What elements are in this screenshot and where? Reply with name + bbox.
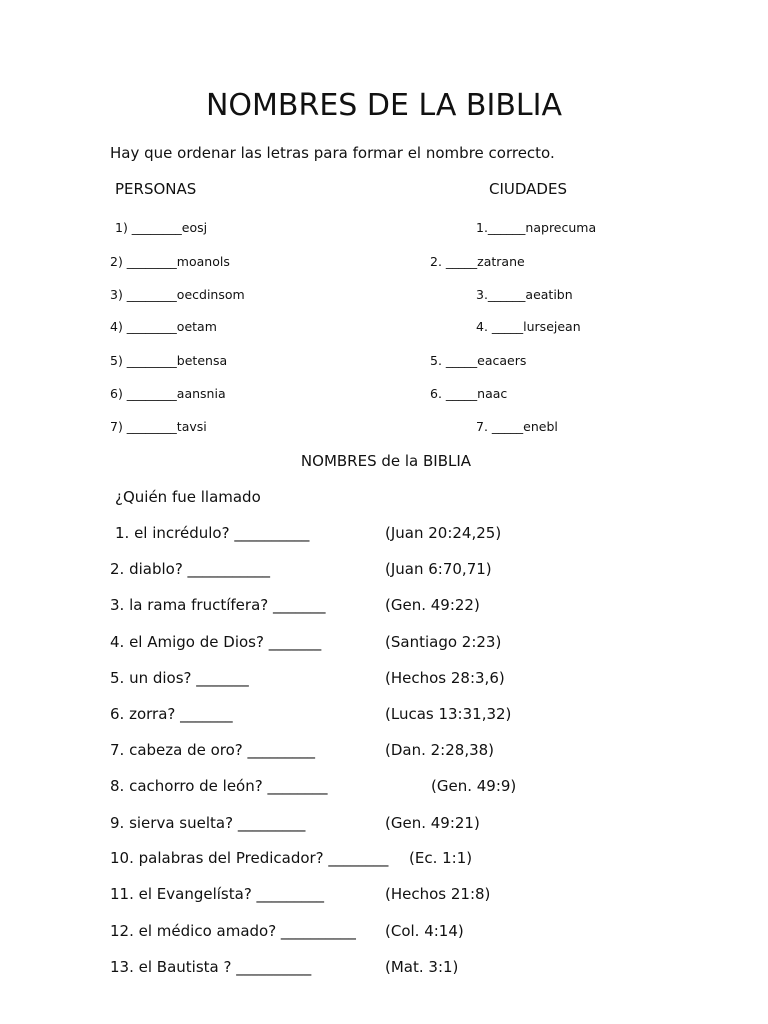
question-reference: (Mat. 3:1) <box>385 958 459 976</box>
question-reference: (Lucas 13:31,32) <box>385 705 512 723</box>
ciudad-item: 4. _____lursejean <box>476 319 581 334</box>
question-text: 3. la rama fructífera? _______ <box>110 596 326 614</box>
question-text: 9. sierva suelta? _________ <box>110 814 306 832</box>
personas-heading: PERSONAS <box>115 180 197 198</box>
ciudad-item: 2. _____zatrane <box>430 254 525 269</box>
ciudad-item: 7. _____enebl <box>476 419 558 434</box>
question-reference: (Gen. 49:22) <box>385 596 480 614</box>
question-prompt: ¿Quién fue llamado <box>115 488 261 506</box>
question-text: 6. zorra? _______ <box>110 705 233 723</box>
instructions-text: Hay que ordenar las letras para formar el nombre correcto. <box>110 144 555 162</box>
question-reference: (Hechos 28:3,6) <box>385 669 505 687</box>
persona-item: 7) ________tavsi <box>110 419 207 434</box>
ciudad-item: 3.______aeatibn <box>476 287 573 302</box>
ciudad-item: 6. _____naac <box>430 386 508 401</box>
question-text: 7. cabeza de oro? _________ <box>110 741 316 759</box>
section-title: NOMBRES de la BIBLIA <box>300 452 472 470</box>
persona-item: 3) ________oecdinsom <box>110 287 245 302</box>
persona-item: 5) ________betensa <box>110 353 228 368</box>
question-reference: (Juan 6:70,71) <box>385 560 492 578</box>
question-text: 8. cachorro de león? ________ <box>110 777 328 795</box>
question-reference: (Juan 20:24,25) <box>385 524 502 542</box>
question-text: 2. diablo? ___________ <box>110 560 271 578</box>
question-reference: (Santiago 2:23) <box>385 633 502 651</box>
question-reference: (Gen. 49:21) <box>385 814 480 832</box>
question-text: 10. palabras del Predicador? ________ <box>110 849 389 867</box>
question-reference: (Gen. 49:9) <box>431 777 517 795</box>
persona-item: 6) ________aansnia <box>110 386 226 401</box>
ciudad-item: 5. _____eacaers <box>430 353 527 368</box>
question-text: 1. el incrédulo? __________ <box>115 524 310 542</box>
question-text: 4. el Amigo de Dios? _______ <box>110 633 322 651</box>
ciudad-item: 1.______naprecuma <box>476 220 597 235</box>
question-text: 12. el médico amado? __________ <box>110 922 356 940</box>
page-title: NOMBRES DE LA BIBLIA <box>205 88 563 123</box>
persona-item: 4) ________oetam <box>110 319 217 334</box>
question-reference: (Dan. 2:28,38) <box>385 741 495 759</box>
question-text: 13. el Bautista ? __________ <box>110 958 312 976</box>
question-text: 11. el Evangelísta? _________ <box>110 885 325 903</box>
question-reference: (Col. 4:14) <box>385 922 464 940</box>
question-text: 5. un dios? _______ <box>110 669 249 687</box>
question-reference: (Hechos 21:8) <box>385 885 491 903</box>
ciudades-heading: CIUDADES <box>489 180 567 198</box>
persona-item: 2) ________moanols <box>110 254 230 269</box>
persona-item: 1) ________eosj <box>115 220 208 235</box>
question-reference: (Ec. 1:1) <box>409 849 473 867</box>
